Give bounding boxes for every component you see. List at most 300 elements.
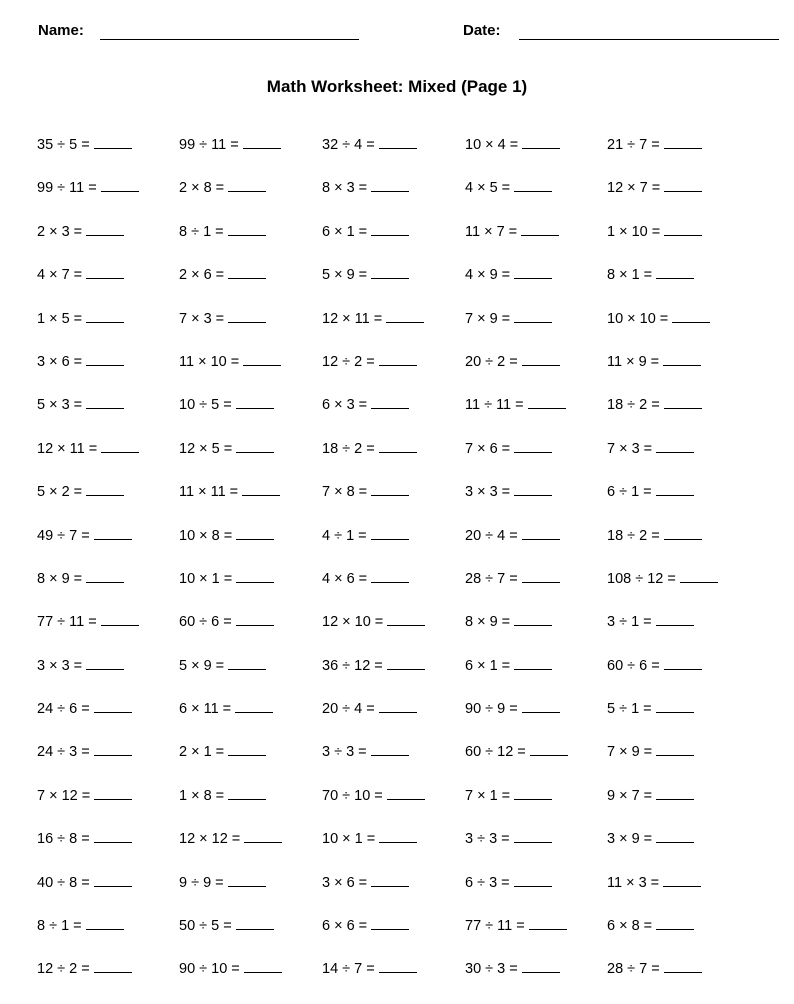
problem xyxy=(322,179,409,196)
problem-row xyxy=(37,743,794,786)
problem-expression: 99 ÷ 11 = xyxy=(179,137,239,153)
problem xyxy=(37,310,124,327)
problem-expression: 5 × 9 = xyxy=(179,657,225,674)
problem xyxy=(322,310,424,327)
problem-expression: 6 × 1 = xyxy=(465,657,511,674)
answer-blank[interactable] xyxy=(244,960,282,973)
problem xyxy=(465,743,568,760)
answer-blank[interactable] xyxy=(514,657,552,670)
problem-expression: 6 × 8 = xyxy=(607,918,653,935)
problem xyxy=(465,440,552,457)
problem xyxy=(322,353,417,370)
problem-expression: 16 ÷ 8 = xyxy=(37,831,90,848)
answer-blank[interactable] xyxy=(228,179,266,192)
answer-blank[interactable] xyxy=(379,830,417,843)
problem-expression: 4 ÷ 1 = xyxy=(322,527,367,544)
answer-blank[interactable] xyxy=(656,613,694,626)
answer-blank[interactable] xyxy=(371,527,409,540)
problem xyxy=(37,743,132,760)
problem-expression: 2 × 3 = xyxy=(37,223,83,240)
answer-blank[interactable] xyxy=(94,527,132,540)
answer-blank[interactable] xyxy=(86,917,124,930)
problem xyxy=(465,700,560,717)
problem xyxy=(322,613,425,630)
answer-blank[interactable] xyxy=(522,136,560,149)
problem-expression: 3 × 3 = xyxy=(37,657,83,674)
answer-blank[interactable] xyxy=(656,830,694,843)
problem-expression: 10 × 10 = xyxy=(607,310,669,327)
answer-blank[interactable] xyxy=(514,179,552,192)
answer-blank[interactable] xyxy=(371,396,409,409)
answer-blank[interactable] xyxy=(236,527,274,540)
problem-expression: 40 ÷ 8 = xyxy=(37,874,90,891)
problem xyxy=(322,657,425,674)
answer-blank[interactable] xyxy=(514,310,552,323)
answer-blank[interactable] xyxy=(94,874,132,887)
answer-blank[interactable] xyxy=(379,353,417,366)
problem xyxy=(322,830,417,847)
answer-blank[interactable] xyxy=(656,440,694,453)
problem xyxy=(179,527,274,544)
answer-blank[interactable] xyxy=(86,223,124,236)
problem xyxy=(607,917,694,934)
answer-blank[interactable] xyxy=(514,613,552,626)
answer-blank[interactable] xyxy=(663,353,701,366)
problem xyxy=(607,266,694,283)
problem-expression: 12 × 11 = xyxy=(322,310,383,327)
problem-expression: 6 × 3 = xyxy=(322,397,368,414)
problem-expression: 9 × 7 = xyxy=(607,787,653,804)
problem-expression: 30 ÷ 3 = xyxy=(465,961,518,978)
answer-blank[interactable] xyxy=(371,874,409,887)
answer-blank[interactable] xyxy=(86,353,124,366)
answer-blank[interactable] xyxy=(236,440,274,453)
problem xyxy=(179,787,266,804)
problem-expression: 3 ÷ 3 = xyxy=(322,744,367,761)
problem xyxy=(179,657,266,674)
problem xyxy=(465,613,552,630)
answer-blank[interactable] xyxy=(235,700,273,713)
problem xyxy=(465,223,559,240)
problem xyxy=(37,917,124,934)
problem xyxy=(37,223,124,240)
answer-blank[interactable] xyxy=(94,787,132,800)
answer-blank[interactable] xyxy=(94,830,132,843)
problem xyxy=(37,787,132,804)
problem-expression: 4 × 7 = xyxy=(37,267,83,284)
answer-blank[interactable] xyxy=(236,396,274,409)
answer-blank[interactable] xyxy=(86,570,124,583)
problem-expression: 21 ÷ 7 = xyxy=(607,137,660,153)
problem-expression: 12 × 11 = xyxy=(37,440,98,457)
problem-expression: 11 × 7 = xyxy=(465,223,518,240)
problem xyxy=(465,570,560,587)
problem xyxy=(37,396,124,413)
problem xyxy=(607,440,694,457)
problem-expression: 11 × 11 = xyxy=(179,484,239,501)
problem-expression: 24 ÷ 6 = xyxy=(37,701,90,718)
problem xyxy=(607,527,702,544)
problem-expression: 3 × 6 = xyxy=(322,874,368,891)
problem xyxy=(465,483,552,500)
problem-expression: 1 × 5 = xyxy=(37,310,83,327)
problem-row xyxy=(37,179,794,222)
answer-blank[interactable] xyxy=(387,787,425,800)
problem-expression: 77 ÷ 11 = xyxy=(37,614,97,631)
answer-blank[interactable] xyxy=(656,266,694,279)
problem xyxy=(322,483,409,500)
problem xyxy=(607,570,718,587)
answer-blank[interactable] xyxy=(514,266,552,279)
problem-expression: 18 ÷ 2 = xyxy=(607,527,660,544)
problem-expression: 2 × 6 = xyxy=(179,267,225,284)
problem-expression: 11 × 9 = xyxy=(607,353,660,370)
problem-row xyxy=(37,787,794,830)
problem xyxy=(37,613,139,630)
problem-row xyxy=(37,657,794,700)
problem xyxy=(465,874,552,891)
date-field[interactable] xyxy=(519,39,779,40)
problem xyxy=(37,266,124,283)
answer-blank[interactable] xyxy=(371,179,409,192)
problem-expression: 50 ÷ 5 = xyxy=(179,918,232,935)
answer-blank[interactable] xyxy=(664,179,702,192)
problem-expression: 28 ÷ 7 = xyxy=(607,961,660,978)
problem xyxy=(607,700,694,717)
answer-blank[interactable] xyxy=(664,136,702,149)
answer-blank[interactable] xyxy=(94,960,132,973)
answer-blank[interactable] xyxy=(379,440,417,453)
problem xyxy=(37,874,132,891)
problem-expression: 60 ÷ 6 = xyxy=(179,614,232,631)
problem-expression: 1 × 10 = xyxy=(607,223,661,240)
problem-expression: 108 ÷ 12 = xyxy=(607,570,676,587)
answer-blank[interactable] xyxy=(228,266,266,279)
problem-expression: 10 × 8 = xyxy=(179,527,233,544)
answer-blank[interactable] xyxy=(664,960,702,973)
answer-blank[interactable] xyxy=(228,874,266,887)
problem xyxy=(322,700,417,717)
answer-blank[interactable] xyxy=(522,527,560,540)
problem-row xyxy=(37,266,794,309)
problem xyxy=(465,917,567,934)
problem-expression: 7 × 9 = xyxy=(607,744,653,761)
answer-blank[interactable] xyxy=(522,700,560,713)
problem xyxy=(179,266,266,283)
problem-expression: 10 × 4 = xyxy=(465,137,519,153)
problem xyxy=(465,310,552,327)
problem xyxy=(322,743,409,760)
problem-expression: 20 ÷ 2 = xyxy=(465,353,518,370)
problem xyxy=(607,960,702,977)
answer-blank[interactable] xyxy=(672,310,710,323)
answer-blank[interactable] xyxy=(94,743,132,756)
name-label: Name: xyxy=(38,22,84,39)
answer-blank[interactable] xyxy=(514,787,552,800)
answer-blank[interactable] xyxy=(86,396,124,409)
problem-expression: 1 × 8 = xyxy=(179,787,225,804)
problem xyxy=(607,613,694,630)
problem xyxy=(465,830,552,847)
problem xyxy=(179,179,266,196)
problem-expression: 3 ÷ 1 = xyxy=(607,614,652,631)
problem-row xyxy=(37,960,794,1003)
problem xyxy=(322,223,409,240)
answer-blank[interactable] xyxy=(387,613,425,626)
problem-expression: 2 × 8 = xyxy=(179,180,225,197)
answer-blank[interactable] xyxy=(228,310,266,323)
problem-expression: 7 × 12 = xyxy=(37,787,91,804)
problem-expression: 5 ÷ 1 = xyxy=(607,701,652,718)
problem-expression: 12 ÷ 2 = xyxy=(322,353,375,370)
problem-expression: 7 × 1 = xyxy=(465,787,511,804)
problem-expression: 18 ÷ 2 = xyxy=(322,440,375,457)
answer-blank[interactable] xyxy=(664,527,702,540)
problem-expression: 6 ÷ 3 = xyxy=(465,874,510,891)
answer-blank[interactable] xyxy=(228,743,266,756)
answer-blank[interactable] xyxy=(522,570,560,583)
answer-blank[interactable] xyxy=(656,917,694,930)
problem xyxy=(37,570,124,587)
answer-blank[interactable] xyxy=(371,223,409,236)
answer-blank[interactable] xyxy=(664,657,702,670)
problem xyxy=(322,960,417,977)
problem xyxy=(607,179,702,196)
problem-expression: 12 × 10 = xyxy=(322,614,384,631)
problem xyxy=(465,787,552,804)
problem xyxy=(607,874,701,891)
answer-blank[interactable] xyxy=(371,917,409,930)
answer-blank[interactable] xyxy=(86,657,124,670)
answer-blank[interactable] xyxy=(371,483,409,496)
problem-expression: 8 × 1 = xyxy=(607,267,653,284)
problem-expression: 7 × 6 = xyxy=(465,440,511,457)
problem-expression: 6 × 11 = xyxy=(179,701,232,718)
problem xyxy=(179,960,282,977)
problem-expression: 3 ÷ 3 = xyxy=(465,831,510,848)
answer-blank[interactable] xyxy=(243,353,281,366)
problem xyxy=(322,570,409,587)
problem xyxy=(37,353,124,370)
problem-expression: 10 × 1 = xyxy=(179,570,233,587)
answer-blank[interactable] xyxy=(379,136,417,149)
problem xyxy=(322,787,425,804)
problem-expression: 77 ÷ 11 = xyxy=(465,918,525,935)
problem-expression: 7 × 3 = xyxy=(179,310,225,327)
problem xyxy=(179,136,281,153)
answer-blank[interactable] xyxy=(371,570,409,583)
problem-row xyxy=(37,874,794,917)
problem-row xyxy=(37,353,794,396)
problem-row xyxy=(37,440,794,483)
problem xyxy=(607,310,710,327)
answer-blank[interactable] xyxy=(663,874,701,887)
problem-expression: 6 × 6 = xyxy=(322,918,368,935)
name-field[interactable] xyxy=(100,39,359,40)
answer-blank[interactable] xyxy=(664,396,702,409)
answer-blank[interactable] xyxy=(228,657,266,670)
problem-expression: 8 × 3 = xyxy=(322,180,368,197)
answer-blank[interactable] xyxy=(244,830,282,843)
problem xyxy=(179,613,274,630)
problem xyxy=(607,830,694,847)
problem-expression: 32 ÷ 4 = xyxy=(322,137,375,153)
problem-expression: 14 ÷ 7 = xyxy=(322,961,375,978)
problem-row xyxy=(37,310,794,353)
answer-blank[interactable] xyxy=(529,917,567,930)
answer-blank[interactable] xyxy=(101,613,139,626)
problem-expression: 36 ÷ 12 = xyxy=(322,657,383,674)
problem-expression: 11 ÷ 11 = xyxy=(465,397,524,414)
problem-row xyxy=(37,700,794,743)
answer-blank[interactable] xyxy=(379,700,417,713)
answer-blank[interactable] xyxy=(656,787,694,800)
answer-blank[interactable] xyxy=(101,179,139,192)
answer-blank[interactable] xyxy=(371,266,409,279)
answer-blank[interactable] xyxy=(528,396,566,409)
answer-blank[interactable] xyxy=(228,223,266,236)
answer-blank[interactable] xyxy=(656,483,694,496)
problem-expression: 12 × 12 = xyxy=(179,831,241,848)
problem-expression: 49 ÷ 7 = xyxy=(37,527,90,544)
problem-expression: 90 ÷ 10 = xyxy=(179,961,240,978)
problem xyxy=(179,396,274,413)
answer-blank[interactable] xyxy=(236,613,274,626)
problem xyxy=(37,483,124,500)
problem xyxy=(465,657,552,674)
problem xyxy=(607,483,694,500)
problem-expression: 4 × 9 = xyxy=(465,267,511,284)
problem xyxy=(607,353,701,370)
problem xyxy=(37,700,132,717)
problem-expression: 5 × 9 = xyxy=(322,267,368,284)
worksheet-title: Math Worksheet: Mixed (Page 1) xyxy=(266,77,528,96)
problem-expression: 99 ÷ 11 = xyxy=(37,180,97,197)
problem-expression: 7 × 8 = xyxy=(322,484,368,501)
problem-row xyxy=(37,570,794,613)
problem-expression: 24 ÷ 3 = xyxy=(37,744,90,761)
answer-blank[interactable] xyxy=(387,657,425,670)
problem-expression: 60 ÷ 6 = xyxy=(607,657,660,674)
answer-blank[interactable] xyxy=(101,440,139,453)
problem-expression: 8 × 9 = xyxy=(37,570,83,587)
problem-expression: 60 ÷ 12 = xyxy=(465,744,526,761)
problem-expression: 9 ÷ 9 = xyxy=(179,874,224,891)
problem xyxy=(179,830,282,847)
answer-blank[interactable] xyxy=(86,266,124,279)
problem-expression: 20 ÷ 4 = xyxy=(322,701,375,718)
problem-expression: 6 × 1 = xyxy=(322,223,368,240)
answer-blank[interactable] xyxy=(522,353,560,366)
answer-blank[interactable] xyxy=(236,570,274,583)
problem-row xyxy=(37,396,794,439)
problem-expression: 70 ÷ 10 = xyxy=(322,787,383,804)
problem xyxy=(37,440,139,457)
answer-blank[interactable] xyxy=(371,743,409,756)
problem-expression: 5 × 3 = xyxy=(37,397,83,414)
problem-row xyxy=(37,830,794,873)
problem xyxy=(322,527,409,544)
problem-expression: 90 ÷ 9 = xyxy=(465,701,518,718)
answer-blank[interactable] xyxy=(379,960,417,973)
problem-row xyxy=(37,223,794,266)
problem xyxy=(179,917,274,934)
problem xyxy=(465,527,560,544)
problem xyxy=(607,657,702,674)
answer-blank[interactable] xyxy=(530,743,568,756)
problem-expression: 3 × 9 = xyxy=(607,831,653,848)
answer-blank[interactable] xyxy=(242,483,280,496)
problem xyxy=(179,353,281,370)
problem xyxy=(322,396,409,413)
problem-row xyxy=(37,527,794,570)
answer-blank[interactable] xyxy=(664,223,702,236)
problem-expression: 3 × 6 = xyxy=(37,353,83,370)
problem xyxy=(179,310,266,327)
answer-blank[interactable] xyxy=(514,874,552,887)
problem xyxy=(179,440,274,457)
problem-expression: 8 × 9 = xyxy=(465,614,511,631)
problem xyxy=(37,830,132,847)
answer-blank[interactable] xyxy=(522,960,560,973)
problem-expression: 10 ÷ 5 = xyxy=(179,397,232,414)
answer-blank[interactable] xyxy=(228,787,266,800)
problem xyxy=(179,743,266,760)
problem xyxy=(465,179,552,196)
answer-blank[interactable] xyxy=(236,917,274,930)
answer-blank[interactable] xyxy=(94,700,132,713)
problem xyxy=(179,874,266,891)
problem-expression: 4 × 5 = xyxy=(465,180,511,197)
problem xyxy=(37,179,139,196)
answer-blank[interactable] xyxy=(514,440,552,453)
answer-blank[interactable] xyxy=(94,136,132,149)
answer-blank[interactable] xyxy=(86,483,124,496)
problem-expression: 28 ÷ 7 = xyxy=(465,570,518,587)
problem xyxy=(179,700,273,717)
problem xyxy=(322,440,417,457)
problem-expression: 20 ÷ 4 = xyxy=(465,527,518,544)
answer-blank[interactable] xyxy=(656,743,694,756)
problem-expression: 8 ÷ 1 = xyxy=(37,918,82,935)
problem-expression: 18 ÷ 2 = xyxy=(607,397,660,414)
problem xyxy=(322,266,409,283)
problem-expression: 12 ÷ 2 = xyxy=(37,961,90,978)
answer-blank[interactable] xyxy=(243,136,281,149)
problem xyxy=(322,917,409,934)
answer-blank[interactable] xyxy=(521,223,559,236)
answer-blank[interactable] xyxy=(86,310,124,323)
problem-grid xyxy=(37,136,794,1004)
problem-expression: 2 × 1 = xyxy=(179,744,225,761)
problem xyxy=(37,960,132,977)
problem xyxy=(322,136,417,153)
problem-expression: 12 × 7 = xyxy=(607,180,661,197)
answer-blank[interactable] xyxy=(680,570,718,583)
problem xyxy=(465,960,560,977)
problem xyxy=(465,396,566,413)
answer-blank[interactable] xyxy=(386,310,424,323)
problem xyxy=(607,223,702,240)
problem-expression: 11 × 3 = xyxy=(607,874,660,891)
problem-row xyxy=(37,136,794,179)
answer-blank[interactable] xyxy=(514,483,552,496)
problem xyxy=(607,396,702,413)
answer-blank[interactable] xyxy=(514,830,552,843)
problem-expression: 4 × 6 = xyxy=(322,570,368,587)
problem-expression: 35 ÷ 5 = xyxy=(37,137,90,153)
answer-blank[interactable] xyxy=(656,700,694,713)
